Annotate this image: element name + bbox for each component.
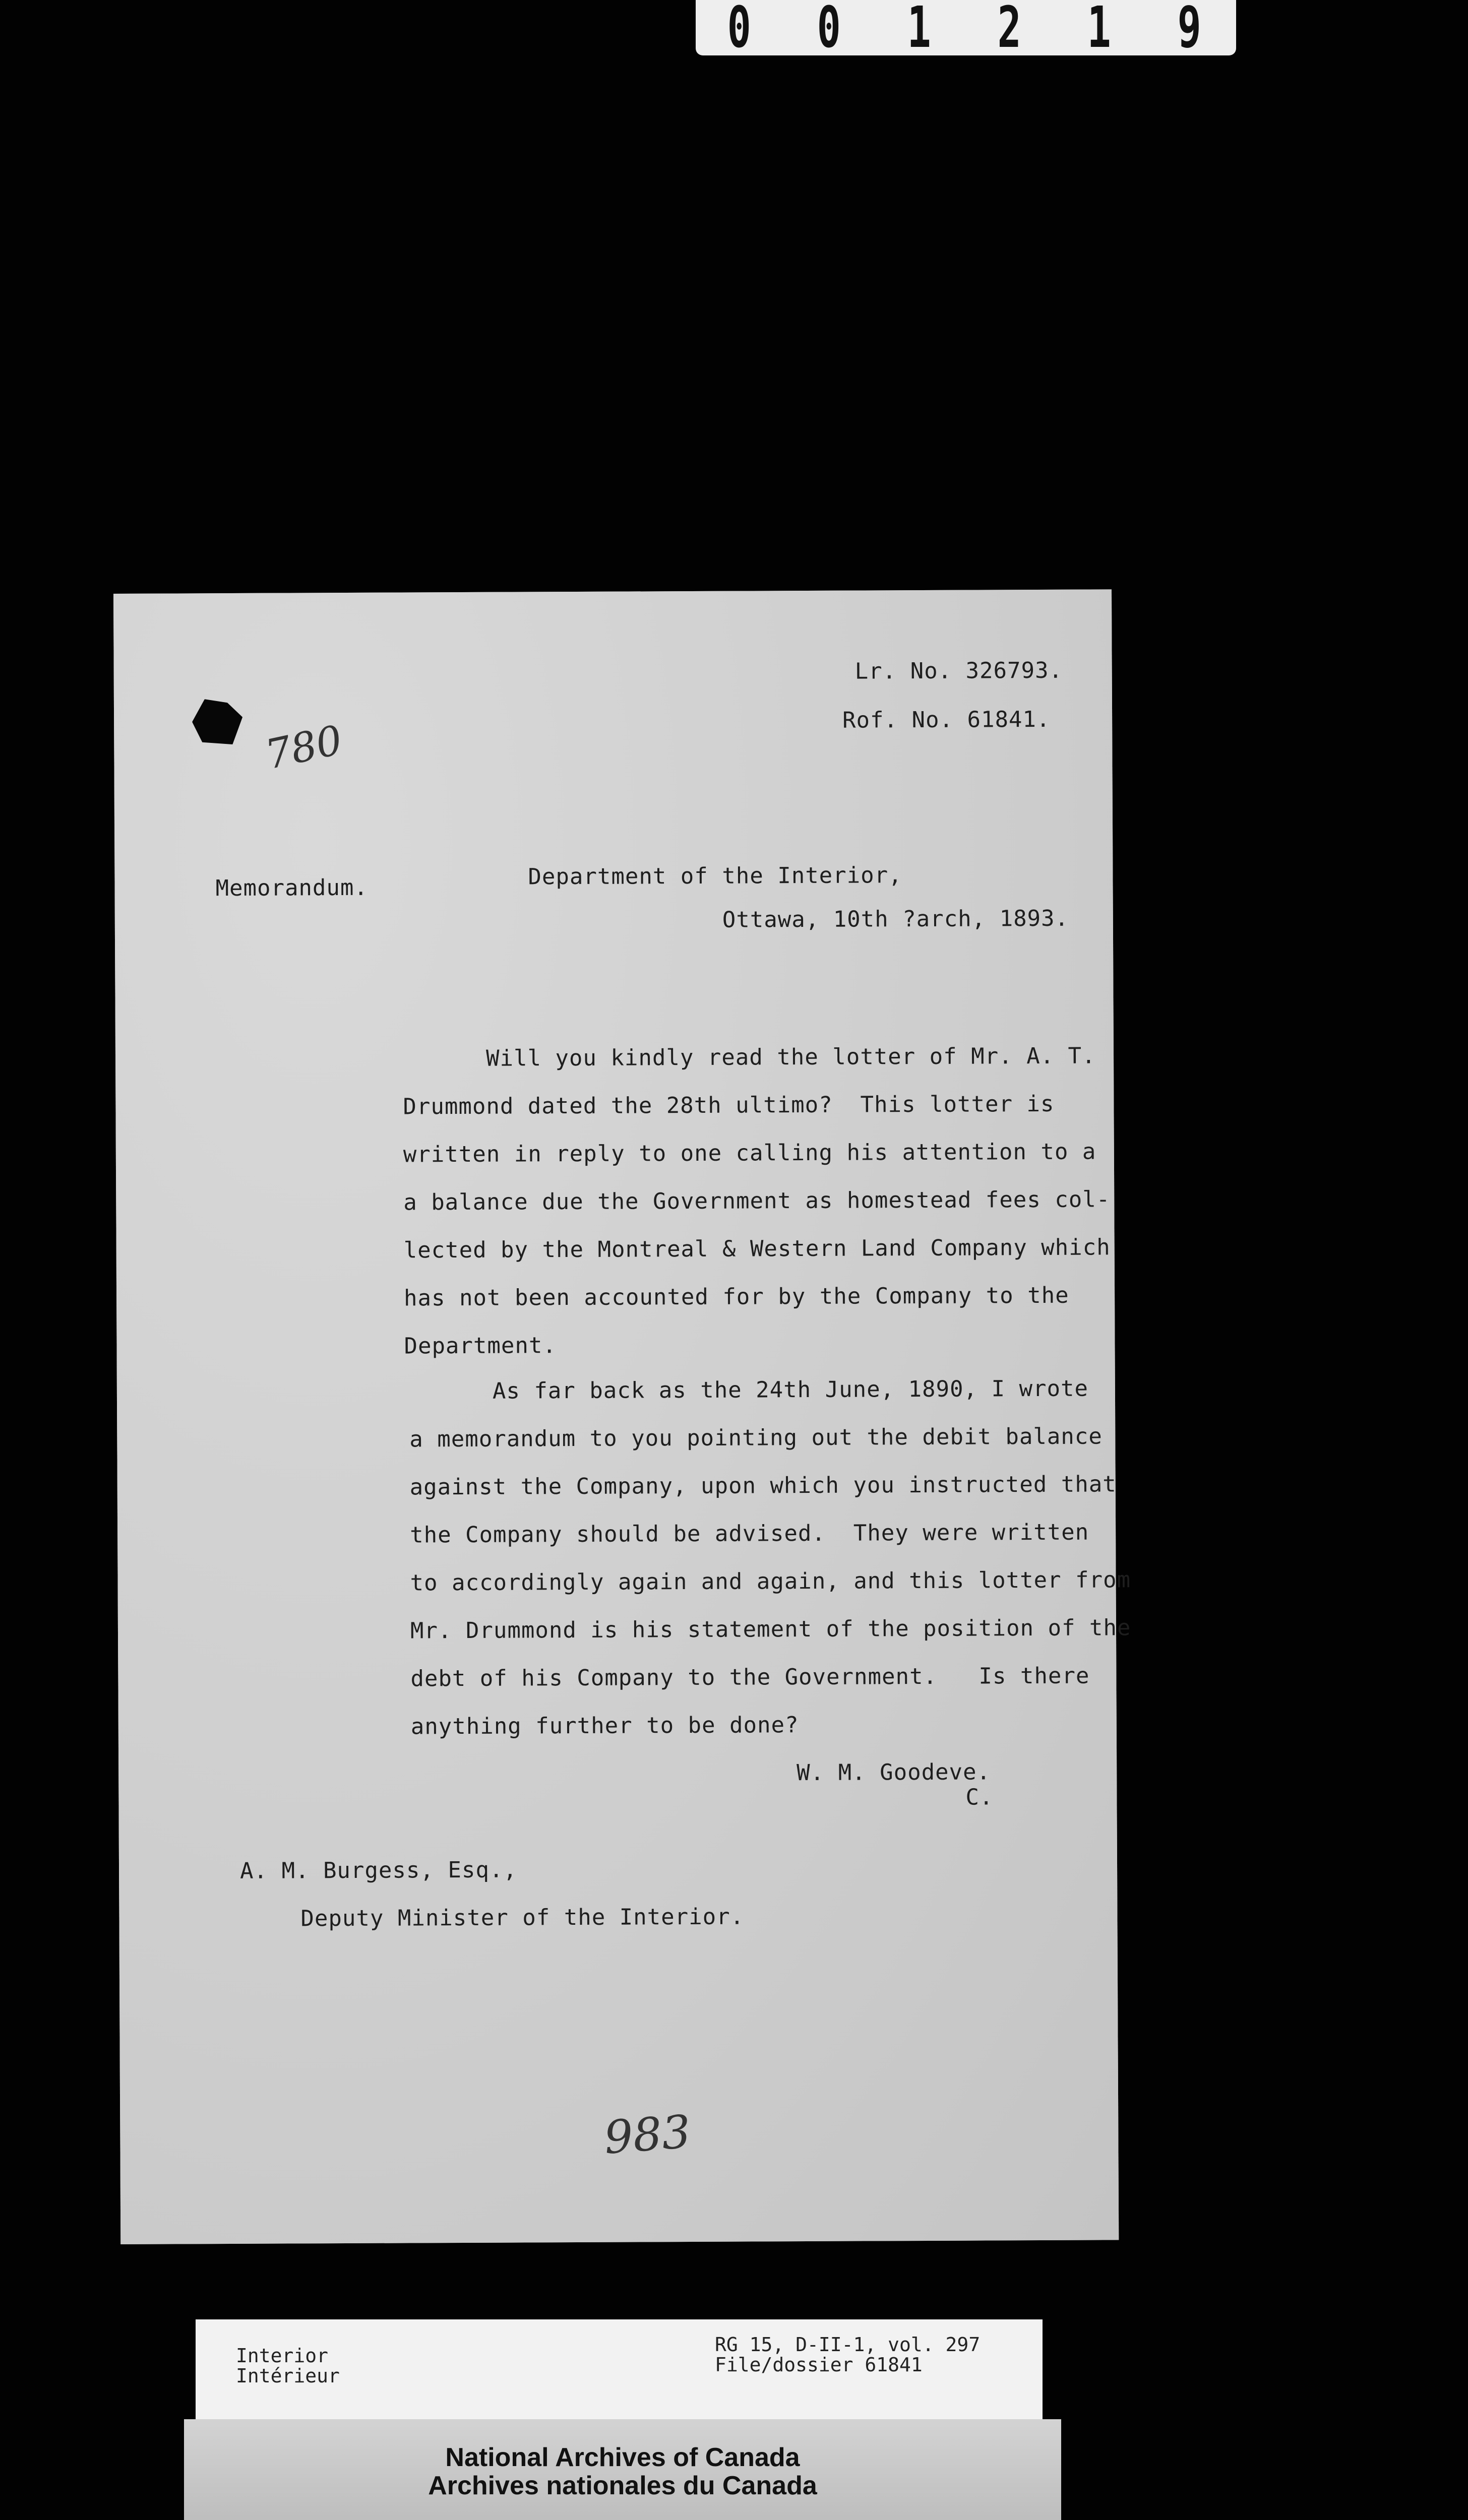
- paragraph-line: the Company should be advised. They were written: [410, 1519, 1089, 1548]
- memorandum-sheet: [113, 589, 1131, 2244]
- paragraph-line: written in reply to one calling his attention to a: [403, 1139, 1096, 1168]
- paragraph-line: debt of his Company to the Government. Is there: [410, 1663, 1090, 1692]
- handwritten-margin-note: 780: [261, 716, 347, 779]
- archives-name-fr: Archives nationales du Canada: [428, 2471, 817, 2500]
- paragraph-line: a memorandum to you pointing out the debit balance: [409, 1423, 1103, 1453]
- paragraph-line: Department.: [404, 1333, 557, 1359]
- paragraph-line: to accordingly again and again, and this lotter from: [410, 1567, 1131, 1596]
- memo-heading: Memorandum.: [215, 874, 369, 902]
- label-department-fr: Intérieur: [236, 2365, 340, 2387]
- letter-number: Lr. No. 326793.: [854, 657, 1063, 684]
- paragraph-line: Mr. Drummond is his statement of the position of the: [410, 1615, 1131, 1644]
- paragraph-line: As far back as the 24th June, 1890, I wrote: [492, 1375, 1089, 1404]
- signature-initial: C.: [965, 1784, 994, 1810]
- paragraph-line: Will you kindly read the lotter of Mr. A. T.: [485, 1043, 1096, 1072]
- paragraph-line: against the Company, upon which you instructed that: [409, 1471, 1117, 1500]
- frame-digit: 1: [907, 0, 935, 55]
- paragraph-line: anything further to be done?: [410, 1712, 799, 1740]
- frame-digit: 0: [727, 0, 755, 55]
- place-date: Ottawa, 10th ?arch, 1893.: [722, 905, 1069, 933]
- frame-digit: 9: [1177, 0, 1205, 55]
- label-record-group: RG 15, D-II-1, vol. 297: [715, 2334, 981, 2356]
- frame-number-strip: [696, 0, 1236, 55]
- national-archives-plate: [184, 2419, 1061, 2520]
- paragraph-line: Drummond dated the 28th ultimo? This lotter is: [403, 1091, 1055, 1120]
- signature: W. M. Goodeve.: [797, 1759, 991, 1786]
- label-department-en: Interior: [236, 2345, 329, 2367]
- paragraph-line: has not been accounted for by the Company to the: [403, 1282, 1069, 1311]
- reference-number: Rof. No. 61841.: [842, 706, 1051, 733]
- department-name: Department of the Interior,: [528, 862, 902, 890]
- addressee: A. M. Burgess, Esq.,: [239, 1857, 517, 1884]
- paragraph-line: lected by the Montreal & Western Land Company which: [403, 1234, 1111, 1264]
- frame-digit: 1: [1087, 0, 1115, 55]
- archives-name-en: National Archives of Canada: [445, 2443, 800, 2472]
- frame-digit: 0: [817, 0, 845, 55]
- frame-digit: 2: [997, 0, 1025, 55]
- archive-label-strip: [196, 2319, 1043, 2420]
- handwritten-bottom-note: 983: [602, 2105, 693, 2165]
- label-file-number: File/dossier 61841: [715, 2354, 923, 2376]
- addressee-title: Deputy Minister of the Interior.: [300, 1904, 745, 1932]
- punch-hole-mark: [192, 699, 242, 744]
- paragraph-line: a balance due the Government as homestead fees col-: [403, 1186, 1111, 1216]
